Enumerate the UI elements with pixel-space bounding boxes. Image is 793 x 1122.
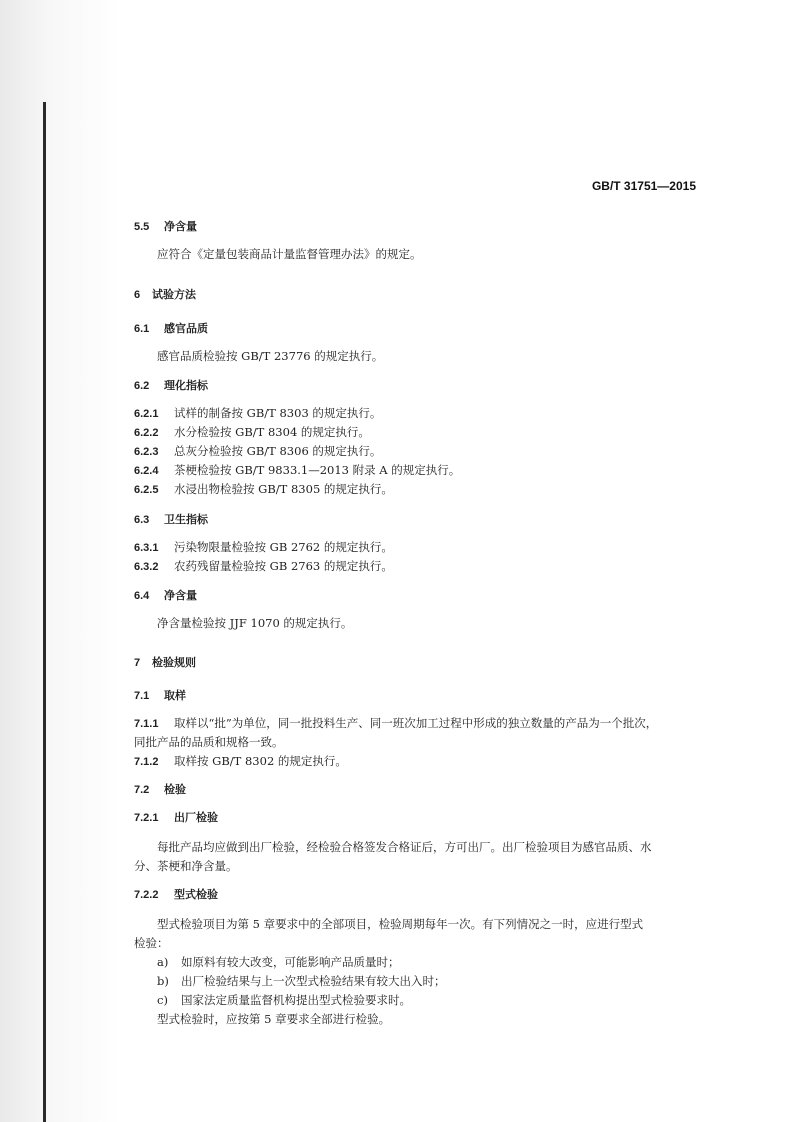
paragraph-7-2-2-line1: 型式检验项目为第 5 章要求中的全部项目，检验周期每年一次。有下列情况之一时，应进行型式 (157, 917, 644, 931)
paragraph-6-1: 感官品质检验按 GB/T 23776 的规定执行。 (157, 349, 384, 363)
clause-text: 农药残留量检验按 GB 2763 的规定执行。 (174, 559, 393, 573)
list-text: 出厂检验结果与上一次型式检验结果有较大出入时； (181, 974, 446, 988)
clause-6-3-1 (134, 538, 393, 558)
section-heading-7-1 (134, 686, 186, 706)
clause-text: 试样的制备按 GB/T 8303 的规定执行。 (174, 406, 382, 420)
section-heading-6-3 (134, 510, 208, 530)
clause-number: 6.2.3 (134, 446, 159, 458)
paragraph-7-2-1-line2: 分、茶梗和净含量。 (134, 859, 238, 873)
section-number: 6.4 (134, 590, 150, 602)
clause-6-2-3 (134, 442, 381, 462)
section-number: 6.3 (134, 514, 150, 526)
section-title: 净含量 (164, 220, 197, 233)
chapter-number: 7 (134, 657, 141, 669)
clause-number: 6.2.5 (134, 484, 159, 496)
list-text: 如原料有较大改变，可能影响产品质量时； (181, 955, 400, 969)
list-marker: b) (157, 974, 169, 988)
clause-number: 6.2.4 (134, 465, 159, 477)
clause-text: 污染物限量检验按 GB 2762 的规定执行。 (174, 540, 393, 554)
subsection-title: 出厂检验 (174, 811, 218, 824)
section-title: 感官品质 (164, 322, 208, 335)
list-item-a (157, 953, 400, 972)
subsection-heading-7-2-2 (134, 885, 218, 905)
clause-number: 6.2.1 (134, 408, 159, 420)
chapter-heading-6 (134, 285, 196, 305)
clause-text: 取样按 GB/T 8302 的规定执行。 (174, 754, 347, 768)
clause-6-2-5 (134, 480, 393, 500)
subsection-heading-7-2-1 (134, 808, 218, 828)
section-title: 理化指标 (164, 379, 208, 392)
paragraph-7-2-2-closing: 型式检验时，应按第 5 章要求全部进行检验。 (157, 1012, 391, 1026)
subsection-number: 7.2.2 (134, 889, 159, 901)
clause-7-1-1 (134, 714, 657, 734)
section-heading-6-4 (134, 586, 197, 606)
clause-number: 6.2.2 (134, 427, 159, 439)
section-title: 取样 (164, 689, 186, 702)
subsection-title: 型式检验 (174, 888, 218, 901)
clause-text: 茶梗检验按 GB/T 9833.1—2013 附录 A 的规定执行。 (174, 463, 461, 477)
standard-number: GB/T 31751—2015 (591, 179, 696, 193)
binding-edge (43, 102, 46, 1122)
section-heading-5-5 (134, 217, 197, 237)
list-text: 国家法定质量监督机构提出型式检验要求时。 (181, 993, 411, 1007)
section-title: 卫生指标 (164, 513, 208, 526)
paragraph-7-2-1-line1: 每批产品均应做到出厂检验，经检验合格签发合格证后，方可出厂。出厂检验项目为感官品质、水 (157, 840, 652, 854)
list-item-b (157, 972, 446, 991)
section-number: 5.5 (134, 221, 150, 233)
clause-6-2-1 (134, 404, 381, 424)
clause-6-2-4 (134, 461, 460, 481)
section-title: 净含量 (164, 589, 197, 602)
section-heading-7-2 (134, 780, 186, 800)
clause-6-2-2 (134, 423, 370, 443)
section-number: 7.2 (134, 784, 150, 796)
list-item-c (157, 991, 411, 1010)
chapter-title: 试验方法 (152, 288, 196, 301)
list-marker: a) (157, 955, 169, 969)
section-title: 检验 (164, 783, 186, 796)
chapter-number: 6 (134, 289, 141, 301)
section-number: 6.2 (134, 380, 150, 392)
paragraph-7-2-2-line2: 检验： (134, 936, 169, 950)
subsection-number: 7.2.1 (134, 812, 159, 824)
clause-text: 水分检验按 GB/T 8304 的规定执行。 (174, 425, 370, 439)
clause-text: 水浸出物检验按 GB/T 8305 的规定执行。 (174, 482, 393, 496)
clause-number: 6.3.2 (134, 561, 159, 573)
paragraph-5-5: 应符合《定量包装商品计量监督管理办法》的规定。 (157, 247, 422, 261)
clause-7-1-2 (134, 752, 347, 772)
paragraph-6-4: 净含量检验按 JJF 1070 的规定执行。 (157, 616, 353, 630)
list-marker: c) (157, 993, 168, 1007)
clause-number: 6.3.1 (134, 542, 159, 554)
section-number: 6.1 (134, 323, 150, 335)
section-heading-6-1 (134, 319, 208, 339)
clause-text: 总灰分检验按 GB/T 8306 的规定执行。 (174, 444, 382, 458)
clause-number: 7.1.2 (134, 756, 159, 768)
clause-number: 7.1.1 (134, 718, 159, 730)
clause-text-line1: 取样以“批”为单位，同一批投料生产、同一班次加工过程中形成的独立数量的产品为一个批次， (174, 716, 658, 730)
chapter-heading-7 (134, 653, 196, 673)
section-heading-6-2 (134, 376, 208, 396)
section-number: 7.1 (134, 690, 150, 702)
clause-7-1-1-line2: 同批产品的品质和规格一致。 (134, 735, 284, 749)
chapter-title: 检验规则 (152, 656, 196, 669)
clause-6-3-2 (134, 557, 393, 577)
